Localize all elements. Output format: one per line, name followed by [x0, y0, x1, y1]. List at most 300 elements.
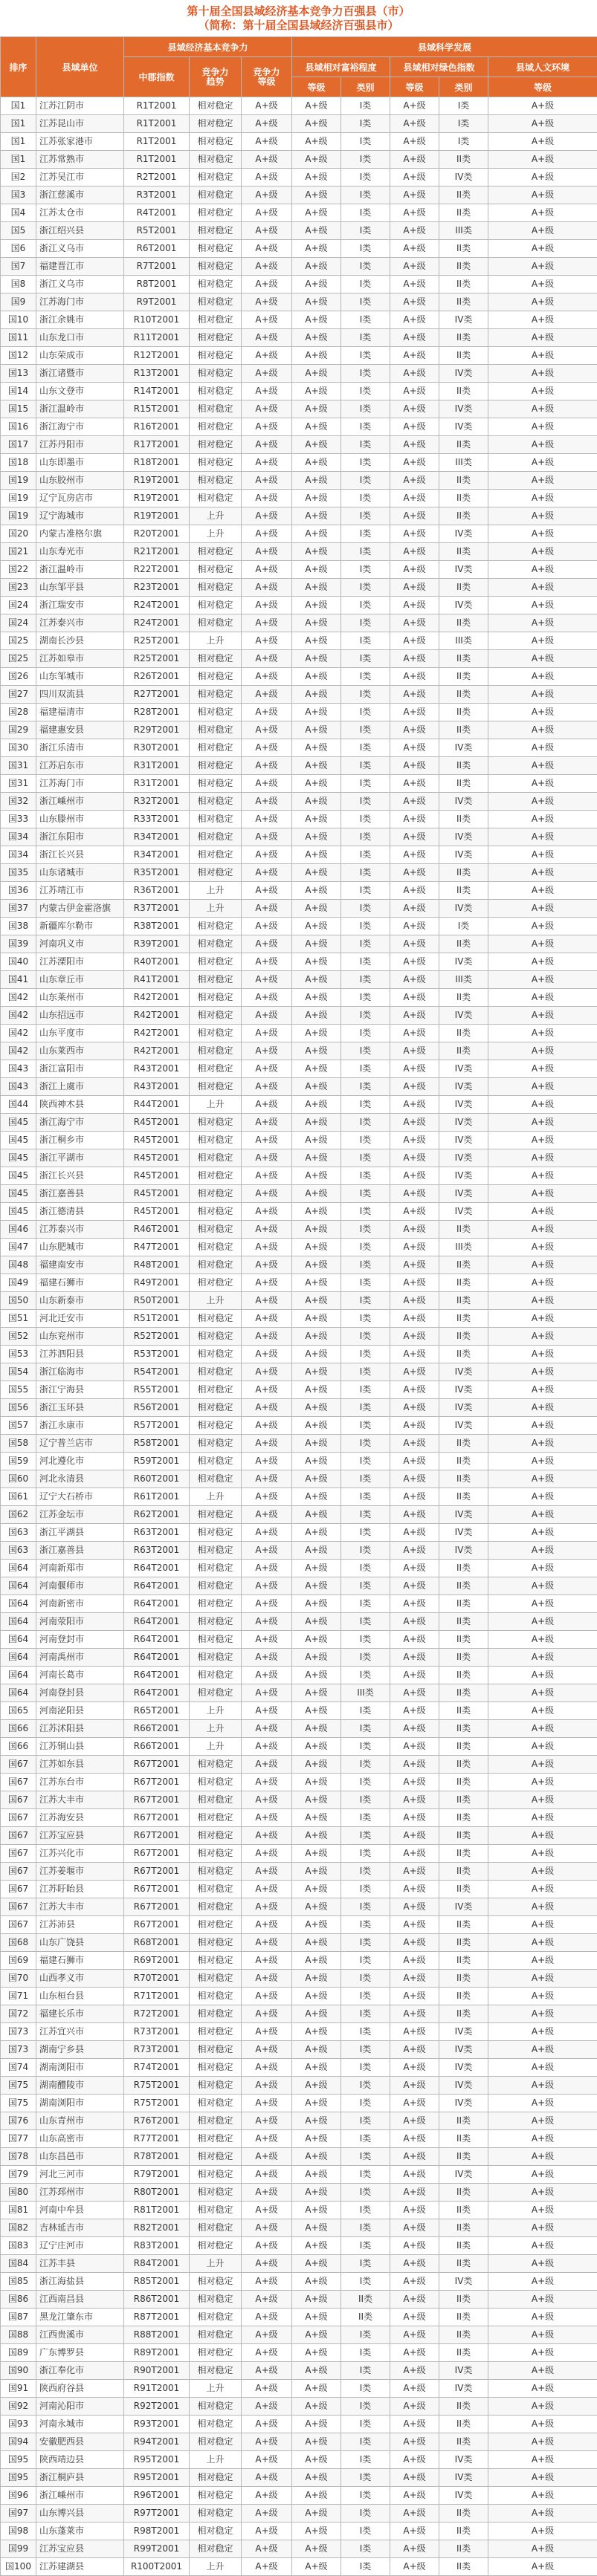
cell-rank: 国5: [1, 222, 36, 240]
cell-green-grade: A+级: [390, 2451, 439, 2469]
cell-power-grade: A+级: [242, 1595, 292, 1613]
cell-county: 江苏大丰市: [36, 1898, 124, 1916]
cell-county: 吉林延吉市: [36, 2219, 124, 2237]
cell-culture-grade: A+级: [488, 2398, 597, 2416]
cell-green-grade: A+级: [390, 1203, 439, 1221]
cell-wealth-cat: I类: [341, 383, 390, 400]
cell-green-cat: III类: [439, 971, 488, 989]
cell-culture-grade: A+级: [488, 1649, 597, 1667]
cell-wealth-grade: A+级: [292, 1346, 341, 1363]
cell-green-grade: A+级: [390, 2255, 439, 2273]
cell-green-cat: II类: [439, 2398, 488, 2416]
cell-rank: 国83: [1, 2237, 36, 2255]
cell-county: 辽宁普兰店市: [36, 1435, 124, 1453]
cell-power-grade: A+级: [242, 151, 292, 169]
cell-power-grade: A+级: [242, 971, 292, 989]
cell-power-grade: A+级: [242, 1952, 292, 1970]
cell-wealth-cat: I类: [341, 1221, 390, 1239]
cell-culture-grade: A+级: [488, 383, 597, 400]
cell-wealth-grade: A+级: [292, 1078, 341, 1096]
cell-culture-grade: A+级: [488, 2433, 597, 2451]
cell-code: R55T2001: [124, 1381, 190, 1399]
cell-power-grade: A+级: [242, 1096, 292, 1114]
cell-county: 河南登封市: [36, 1631, 124, 1649]
cell-green-grade: A+级: [390, 1970, 439, 1988]
cell-code: R58T2001: [124, 1435, 190, 1453]
cell-trend: 相对稳定: [190, 2505, 242, 2523]
cell-green-cat: IV类: [439, 1524, 488, 1542]
cell-code: R8T2001: [124, 276, 190, 293]
cell-green-cat: III类: [439, 222, 488, 240]
cell-trend: 相对稳定: [190, 1346, 242, 1363]
cell-county: 山东寿光市: [36, 543, 124, 561]
cell-green-cat: II类: [439, 650, 488, 668]
cell-wealth-cat: I类: [341, 632, 390, 650]
cell-power-grade: A+级: [242, 1453, 292, 1470]
cell-county: 山东章丘市: [36, 971, 124, 989]
cell-wealth-cat: I类: [341, 2077, 390, 2095]
cell-rank: 国91: [1, 2380, 36, 2398]
cell-county: 河南登封县: [36, 1684, 124, 1702]
cell-rank: 国95: [1, 2469, 36, 2487]
cell-green-cat: IV类: [439, 1898, 488, 1916]
cell-county: 浙江嵊州市: [36, 793, 124, 811]
cell-code: R98T2001: [124, 2523, 190, 2540]
cell-green-cat: II类: [439, 383, 488, 400]
cell-trend: 相对稳定: [190, 436, 242, 454]
cell-green-cat: IV类: [439, 739, 488, 757]
table-row: [1, 2112, 597, 2130]
cell-trend: 相对稳定: [190, 1898, 242, 1916]
cell-culture-grade: A+级: [488, 686, 597, 704]
cell-code: R34T2001: [124, 846, 190, 864]
cell-county: 浙江奉化市: [36, 2362, 124, 2380]
cell-green-cat: II类: [439, 2505, 488, 2523]
cell-rank: 国67: [1, 1845, 36, 1863]
cell-power-grade: A+级: [242, 1363, 292, 1381]
cell-culture-grade: A+级: [488, 1149, 597, 1167]
cell-green-cat: II类: [439, 2005, 488, 2023]
cell-county: 江苏丹阳市: [36, 436, 124, 454]
cell-green-grade: A+级: [390, 2487, 439, 2505]
table-row: [1, 258, 597, 276]
cell-green-grade: A+级: [390, 1435, 439, 1453]
cell-wealth-grade: A+级: [292, 1488, 341, 1506]
cell-county: 山东荣成市: [36, 347, 124, 365]
cell-green-cat: II类: [439, 864, 488, 882]
cell-green-cat: II类: [439, 1221, 488, 1239]
cell-power-grade: A+级: [242, 1827, 292, 1845]
cell-green-grade: A+级: [390, 1845, 439, 1863]
cell-culture-grade: A+级: [488, 2255, 597, 2273]
cell-trend: 相对稳定: [190, 1809, 242, 1827]
cell-green-cat: II类: [439, 1435, 488, 1453]
cell-green-grade: A+级: [390, 2398, 439, 2416]
cell-power-grade: A+级: [242, 525, 292, 543]
header-sci-group: 县域科学发展: [292, 37, 597, 57]
cell-wealth-grade: A+级: [292, 2166, 341, 2184]
cell-wealth-grade: A+级: [292, 115, 341, 133]
cell-trend: 相对稳定: [190, 1078, 242, 1096]
cell-wealth-grade: A+级: [292, 1863, 341, 1881]
cell-county: 浙江长兴县: [36, 846, 124, 864]
cell-rank: 国64: [1, 1684, 36, 1702]
cell-county: 福建长乐市: [36, 2005, 124, 2023]
cell-wealth-grade: A+级: [292, 507, 341, 525]
cell-green-cat: II类: [439, 1667, 488, 1684]
cell-wealth-cat: I类: [341, 775, 390, 793]
cell-county: 江西贵溪市: [36, 2326, 124, 2344]
cell-culture-grade: A+级: [488, 365, 597, 383]
cell-green-grade: A+级: [390, 258, 439, 276]
cell-code: R67T2001: [124, 1845, 190, 1863]
cell-wealth-cat: I类: [341, 2540, 390, 2558]
cell-culture-grade: A+级: [488, 276, 597, 293]
cell-culture-grade: A+级: [488, 1239, 597, 1256]
cell-green-grade: A+级: [390, 2077, 439, 2095]
table-row: [1, 2558, 597, 2576]
cell-trend: 相对稳定: [190, 579, 242, 597]
cell-power-grade: A+级: [242, 1738, 292, 1756]
cell-culture-grade: A+级: [488, 1363, 597, 1381]
cell-green-grade: A+级: [390, 2416, 439, 2433]
cell-green-grade: A+级: [390, 311, 439, 329]
cell-rank: 国23: [1, 579, 36, 597]
cell-county: 河北三河市: [36, 2166, 124, 2184]
cell-wealth-grade: A+级: [292, 1524, 341, 1542]
cell-trend: 相对稳定: [190, 258, 242, 276]
cell-green-grade: A+级: [390, 1078, 439, 1096]
cell-green-grade: A+级: [390, 2523, 439, 2540]
cell-trend: 上升: [190, 2255, 242, 2273]
cell-rank: 国76: [1, 2112, 36, 2130]
cell-culture-grade: A+级: [488, 1506, 597, 1524]
cell-wealth-grade: A+级: [292, 1577, 341, 1595]
cell-green-grade: A+级: [390, 757, 439, 775]
cell-wealth-grade: A+级: [292, 2326, 341, 2344]
cell-wealth-cat: I类: [341, 1577, 390, 1595]
cell-wealth-cat: I类: [341, 2451, 390, 2469]
cell-rank: 国33: [1, 811, 36, 828]
cell-culture-grade: A+级: [488, 293, 597, 311]
cell-rank: 国100: [1, 2558, 36, 2576]
cell-wealth-grade: A+级: [292, 1542, 341, 1560]
cell-county: 辽宁瓦房店市: [36, 490, 124, 507]
cell-code: R23T2001: [124, 579, 190, 597]
cell-wealth-cat: I类: [341, 490, 390, 507]
cell-code: R67T2001: [124, 1898, 190, 1916]
cell-green-cat: II类: [439, 2148, 488, 2166]
cell-code: R24T2001: [124, 614, 190, 632]
cell-culture-grade: A+级: [488, 1720, 597, 1738]
table-row: [1, 811, 597, 828]
cell-wealth-cat: I类: [341, 1399, 390, 1417]
cell-wealth-grade: A+级: [292, 1239, 341, 1256]
cell-power-grade: A+级: [242, 436, 292, 454]
cell-rank: 国67: [1, 1881, 36, 1898]
table-row: [1, 2469, 597, 2487]
cell-code: R45T2001: [124, 1185, 190, 1203]
cell-green-grade: A+级: [390, 1310, 439, 1328]
cell-green-grade: A+级: [390, 2202, 439, 2219]
cell-power-grade: A+级: [242, 1988, 292, 2005]
header-basic-group: 县域经济基本竞争力: [124, 37, 292, 57]
cell-code: R18T2001: [124, 454, 190, 472]
table-row: [1, 1791, 597, 1809]
cell-wealth-cat: I类: [341, 1881, 390, 1898]
cell-culture-grade: A+级: [488, 2487, 597, 2505]
cell-green-cat: II类: [439, 1256, 488, 1274]
cell-wealth-grade: A+级: [292, 2005, 341, 2023]
cell-green-grade: A+级: [390, 1809, 439, 1827]
cell-county: 河南中牟县: [36, 2202, 124, 2219]
cell-trend: 相对稳定: [190, 365, 242, 383]
cell-trend: 相对稳定: [190, 2219, 242, 2237]
cell-wealth-cat: I类: [341, 1845, 390, 1863]
table-row: [1, 293, 597, 311]
cell-county: 浙江富阳市: [36, 1060, 124, 1078]
cell-green-grade: A+级: [390, 2344, 439, 2362]
cell-wealth-grade: A+级: [292, 2255, 341, 2273]
cell-rank: 国66: [1, 1738, 36, 1756]
cell-green-cat: IV类: [439, 1399, 488, 1417]
cell-green-grade: A+级: [390, 186, 439, 204]
cell-rank: 国93: [1, 2416, 36, 2433]
cell-wealth-grade: A+级: [292, 1560, 341, 1577]
cell-culture-grade: A+级: [488, 2112, 597, 2130]
cell-rank: 国28: [1, 704, 36, 721]
cell-wealth-grade: A+级: [292, 1738, 341, 1756]
table-row: [1, 1881, 597, 1898]
cell-culture-grade: A+级: [488, 1524, 597, 1542]
cell-power-grade: A+级: [242, 400, 292, 418]
cell-rank: 国16: [1, 418, 36, 436]
cell-green-grade: A+级: [390, 1256, 439, 1274]
cell-power-grade: A+级: [242, 2451, 292, 2469]
table-row: [1, 2309, 597, 2326]
cell-wealth-cat: I类: [341, 2005, 390, 2023]
cell-wealth-grade: A+级: [292, 1631, 341, 1649]
cell-rank: 国48: [1, 1256, 36, 1274]
table-row: [1, 454, 597, 472]
cell-power-grade: A+级: [242, 2095, 292, 2112]
cell-rank: 国69: [1, 1952, 36, 1970]
cell-rank: 国14: [1, 383, 36, 400]
cell-trend: 上升: [190, 1702, 242, 1720]
cell-culture-grade: A+级: [488, 561, 597, 579]
cell-green-cat: IV类: [439, 2041, 488, 2059]
cell-code: R13T2001: [124, 365, 190, 383]
cell-power-grade: A+级: [242, 1399, 292, 1417]
cell-power-grade: A+级: [242, 2273, 292, 2291]
cell-green-grade: A+级: [390, 472, 439, 490]
cell-code: R38T2001: [124, 918, 190, 935]
cell-code: R20T2001: [124, 525, 190, 543]
cell-green-cat: II类: [439, 472, 488, 490]
table-row: [1, 1149, 597, 1167]
table-row: [1, 2505, 597, 2523]
cell-code: R67T2001: [124, 1916, 190, 1934]
table-row: [1, 1078, 597, 1096]
cell-green-cat: II类: [439, 1738, 488, 1756]
cell-rank: 国4: [1, 204, 36, 222]
cell-green-cat: II类: [439, 347, 488, 365]
cell-green-cat: II类: [439, 186, 488, 204]
cell-green-cat: II类: [439, 2219, 488, 2237]
cell-green-cat: I类: [439, 97, 488, 115]
cell-culture-grade: A+级: [488, 1827, 597, 1845]
table-row: [1, 1702, 597, 1720]
cell-power-grade: A+级: [242, 472, 292, 490]
cell-wealth-cat: I类: [341, 918, 390, 935]
table-row: [1, 2523, 597, 2540]
header-wealth-cat: 类别: [341, 77, 390, 97]
cell-green-grade: A+级: [390, 2184, 439, 2202]
cell-county: 山东平度市: [36, 1025, 124, 1042]
table-row: [1, 1470, 597, 1488]
cell-county: 浙江桐庐县: [36, 2469, 124, 2487]
table-row: [1, 1738, 597, 1756]
cell-code: R31T2001: [124, 775, 190, 793]
table-row: [1, 1042, 597, 1060]
cell-culture-grade: A+级: [488, 1738, 597, 1756]
cell-code: R85T2001: [124, 2273, 190, 2291]
cell-county: 河南新郑市: [36, 1560, 124, 1577]
table-row: [1, 1809, 597, 1827]
cell-code: R30T2001: [124, 739, 190, 757]
cell-power-grade: A+级: [242, 1863, 292, 1881]
cell-wealth-grade: A+级: [292, 597, 341, 614]
cell-power-grade: A+级: [242, 186, 292, 204]
cell-rank: 国75: [1, 2095, 36, 2112]
cell-county: 河北遵化市: [36, 1453, 124, 1470]
cell-county: 江苏宝应县: [36, 2540, 124, 2558]
cell-county: 江苏兴化市: [36, 1845, 124, 1863]
cell-trend: 相对稳定: [190, 2523, 242, 2540]
cell-culture-grade: A+级: [488, 846, 597, 864]
cell-power-grade: A+级: [242, 1649, 292, 1667]
cell-rank: 国65: [1, 1702, 36, 1720]
cell-green-grade: A+级: [390, 1328, 439, 1346]
cell-power-grade: A+级: [242, 115, 292, 133]
cell-county: 浙江玉环县: [36, 1399, 124, 1417]
cell-wealth-grade: A+级: [292, 1774, 341, 1791]
cell-wealth-cat: I类: [341, 2380, 390, 2398]
cell-wealth-cat: I类: [341, 2487, 390, 2505]
cell-wealth-grade: A+级: [292, 365, 341, 383]
cell-rank: 国72: [1, 2005, 36, 2023]
cell-county: 内蒙古伊金霍洛旗: [36, 900, 124, 918]
cell-green-grade: A+级: [390, 704, 439, 721]
table-row: [1, 864, 597, 882]
cell-green-cat: II类: [439, 1970, 488, 1988]
cell-wealth-grade: A+级: [292, 1952, 341, 1970]
cell-wealth-grade: A+级: [292, 97, 341, 115]
cell-wealth-cat: I类: [341, 1363, 390, 1381]
cell-trend: 相对稳定: [190, 2095, 242, 2112]
cell-wealth-cat: I类: [341, 1738, 390, 1756]
cell-power-grade: A+级: [242, 1488, 292, 1506]
cell-culture-grade: A+级: [488, 757, 597, 775]
cell-wealth-grade: A+级: [292, 828, 341, 846]
cell-wealth-grade: A+级: [292, 561, 341, 579]
table-row: [1, 276, 597, 293]
cell-green-grade: A+级: [390, 2166, 439, 2184]
cell-rank: 国67: [1, 1916, 36, 1934]
cell-wealth-cat: I类: [341, 597, 390, 614]
cell-wealth-grade: A+级: [292, 2023, 341, 2041]
cell-power-grade: A+级: [242, 739, 292, 757]
cell-trend: 相对稳定: [190, 1221, 242, 1239]
cell-green-cat: IV类: [439, 1417, 488, 1435]
table-row: [1, 2077, 597, 2095]
cell-code: R48T2001: [124, 1256, 190, 1274]
cell-rank: 国34: [1, 828, 36, 846]
cell-power-grade: A+级: [242, 1684, 292, 1702]
cell-trend: 相对稳定: [190, 1185, 242, 1203]
cell-trend: 上升: [190, 1488, 242, 1506]
table-row: [1, 1774, 597, 1791]
cell-power-grade: A+级: [242, 1132, 292, 1149]
cell-wealth-cat: I类: [341, 347, 390, 365]
cell-green-cat: II类: [439, 2523, 488, 2540]
cell-code: R76T2001: [124, 2112, 190, 2130]
cell-power-grade: A+级: [242, 561, 292, 579]
cell-trend: 相对稳定: [190, 1399, 242, 1417]
cell-rank: 国52: [1, 1328, 36, 1346]
cell-code: R54T2001: [124, 1363, 190, 1381]
cell-code: R100T2001: [124, 2558, 190, 2576]
table-row: [1, 953, 597, 971]
cell-wealth-grade: A+级: [292, 2362, 341, 2380]
cell-green-cat: II类: [439, 1292, 488, 1310]
cell-culture-grade: A+级: [488, 1007, 597, 1025]
cell-green-cat: IV类: [439, 2023, 488, 2041]
cell-wealth-grade: A+级: [292, 721, 341, 739]
cell-green-grade: A+级: [390, 329, 439, 347]
cell-county: 江苏沛县: [36, 1916, 124, 1934]
cell-culture-grade: A+级: [488, 1096, 597, 1114]
cell-culture-grade: A+级: [488, 1221, 597, 1239]
cell-wealth-grade: A+级: [292, 2540, 341, 2558]
cell-code: R70T2001: [124, 1970, 190, 1988]
cell-wealth-grade: A+级: [292, 2059, 341, 2077]
cell-trend: 上升: [190, 507, 242, 525]
cell-culture-grade: A+级: [488, 311, 597, 329]
cell-culture-grade: A+级: [488, 2326, 597, 2344]
cell-county: 浙江温岭市: [36, 561, 124, 579]
cell-wealth-cat: I类: [341, 1274, 390, 1292]
cell-wealth-cat: I类: [341, 1435, 390, 1453]
cell-wealth-grade: A+级: [292, 1435, 341, 1453]
cell-culture-grade: A+级: [488, 971, 597, 989]
cell-trend: 相对稳定: [190, 2237, 242, 2255]
cell-rank: 国70: [1, 1970, 36, 1988]
cell-green-grade: A+级: [390, 2433, 439, 2451]
cell-county: 山东邹平县: [36, 579, 124, 597]
cell-culture-grade: A+级: [488, 2273, 597, 2291]
cell-county: 浙江嵊州市: [36, 2487, 124, 2505]
table-row: [1, 1506, 597, 1524]
cell-wealth-cat: I类: [341, 186, 390, 204]
cell-rank: 国37: [1, 900, 36, 918]
table-row: [1, 1970, 597, 1988]
cell-wealth-grade: A+级: [292, 1042, 341, 1060]
cell-rank: 国97: [1, 2505, 36, 2523]
table-row: [1, 2273, 597, 2291]
cell-culture-grade: A+级: [488, 2023, 597, 2041]
cell-code: R32T2001: [124, 793, 190, 811]
